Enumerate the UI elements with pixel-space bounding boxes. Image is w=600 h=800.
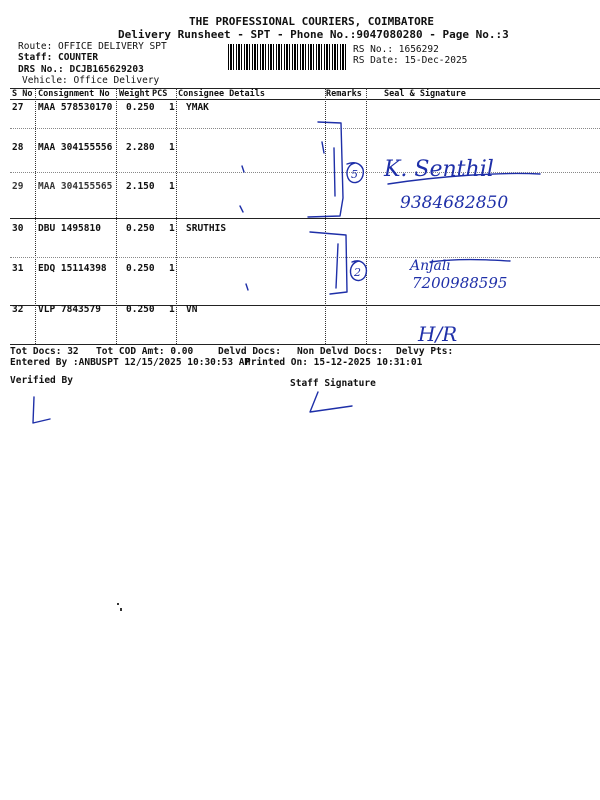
total-docs: Tot Docs: 32 xyxy=(10,346,79,357)
scan-speck xyxy=(117,603,119,605)
row-weight: 2.150 xyxy=(126,181,155,192)
row-sno: 27 xyxy=(12,102,24,113)
handwritten-phone xyxy=(380,180,580,220)
handwritten-phone xyxy=(400,266,580,296)
row-consignment: VLP 7843579 xyxy=(38,305,101,312)
printed-on: Printed On: 15-12-2025 10:31:01 xyxy=(245,357,423,368)
row-pcs: 1 xyxy=(169,142,175,153)
staff-signature-label: Staff Signature xyxy=(290,378,376,389)
row-weight: 0.250 xyxy=(126,263,155,274)
ink-mark xyxy=(244,282,254,292)
table-header-rule xyxy=(10,99,600,100)
table-bottom-rule xyxy=(10,344,600,345)
row-pcs: 1 xyxy=(169,263,175,274)
rs-number: RS No.: 1656292 xyxy=(353,44,439,55)
row-consignment: DBU 1495810 xyxy=(38,223,101,234)
col-pcs: PCS xyxy=(152,89,168,99)
row-consignee: SRUTHIS xyxy=(186,223,227,234)
row-pcs: 1 xyxy=(169,305,175,312)
col-sno: S No xyxy=(12,89,33,99)
col-consignee: Consignee Details xyxy=(178,89,265,99)
svg-text:7200988595: 7200988595 xyxy=(412,274,508,292)
verified-by-label: Verified By xyxy=(10,375,73,386)
row-sno: 30 xyxy=(12,223,24,234)
svg-text:H/R: H/R xyxy=(418,322,458,346)
svg-text:K. Senthil: K. Senthil xyxy=(384,157,494,182)
row-sno: 28 xyxy=(12,142,24,153)
verified-by-signature xyxy=(28,395,58,430)
col-consignment: Consignment No xyxy=(38,89,110,99)
ink-mark xyxy=(238,204,248,214)
runsheet-subtitle: Delivery Runsheet - SPT - Phone No.:9047080280 - Page No.:3 xyxy=(118,28,509,41)
handwritten-circle xyxy=(346,256,372,286)
col-remarks: Remarks xyxy=(326,89,362,99)
row-consignment: EDQ 15114398 xyxy=(38,263,107,274)
svg-text:9384682850: 9384682850 xyxy=(400,193,509,213)
rs-date: RS Date: 15-Dec-2025 xyxy=(353,55,468,66)
row-pcs: 1 xyxy=(169,181,175,192)
row-consignment: MAA 304155565 xyxy=(38,181,113,192)
entered-by: Entered By :ANBUSPT 12/15/2025 10:30:53 AM xyxy=(10,357,251,368)
handwritten-circle xyxy=(343,158,369,188)
row-consignee: YMAK xyxy=(186,102,209,113)
handwritten-note xyxy=(410,316,490,350)
delivered-docs: Delvd Docs: xyxy=(218,346,281,357)
svg-text:Anjali: Anjali xyxy=(410,258,451,274)
row-pcs: 1 xyxy=(169,223,175,234)
row-sno: 31 xyxy=(12,263,24,274)
drs-number: DRS No.: DCJB165629203 xyxy=(18,64,144,75)
row-weight: 0.250 xyxy=(126,305,155,312)
row-consignment: MAA 304155556 xyxy=(38,142,113,153)
scan-speck xyxy=(120,608,122,611)
col-seal-signature: Seal & Signature xyxy=(384,89,466,99)
row-weight: 0.250 xyxy=(126,223,155,234)
row-sno: 32 xyxy=(12,305,24,312)
vehicle: Vehicle: Office Delivery xyxy=(22,75,160,86)
barcode xyxy=(228,44,348,70)
row-weight: 0.250 xyxy=(126,102,155,113)
staff: Staff: COUNTER xyxy=(18,52,99,63)
company-name: THE PROFESSIONAL COURIERS, COIMBATORE xyxy=(189,15,435,28)
col-weight: Weight xyxy=(119,89,150,99)
svg-text:2: 2 xyxy=(354,266,361,279)
row-consignee: VN xyxy=(186,305,198,312)
non-delivered-docs: Non Delvd Docs: xyxy=(297,346,383,357)
row-consignment: MAA 578530170 xyxy=(38,102,113,113)
row-pcs: 1 xyxy=(169,102,175,113)
total-cod: Tot COD Amt: 0.00 xyxy=(96,346,194,357)
delivery-points: Delvy Pts: xyxy=(396,346,454,357)
ink-mark xyxy=(240,164,250,174)
row-weight: 2.280 xyxy=(126,142,155,153)
row-sno: 29 xyxy=(12,181,24,192)
staff-signature xyxy=(300,390,360,420)
route: Route: OFFICE DELIVERY SPT xyxy=(18,41,167,52)
svg-text:5: 5 xyxy=(351,168,358,181)
